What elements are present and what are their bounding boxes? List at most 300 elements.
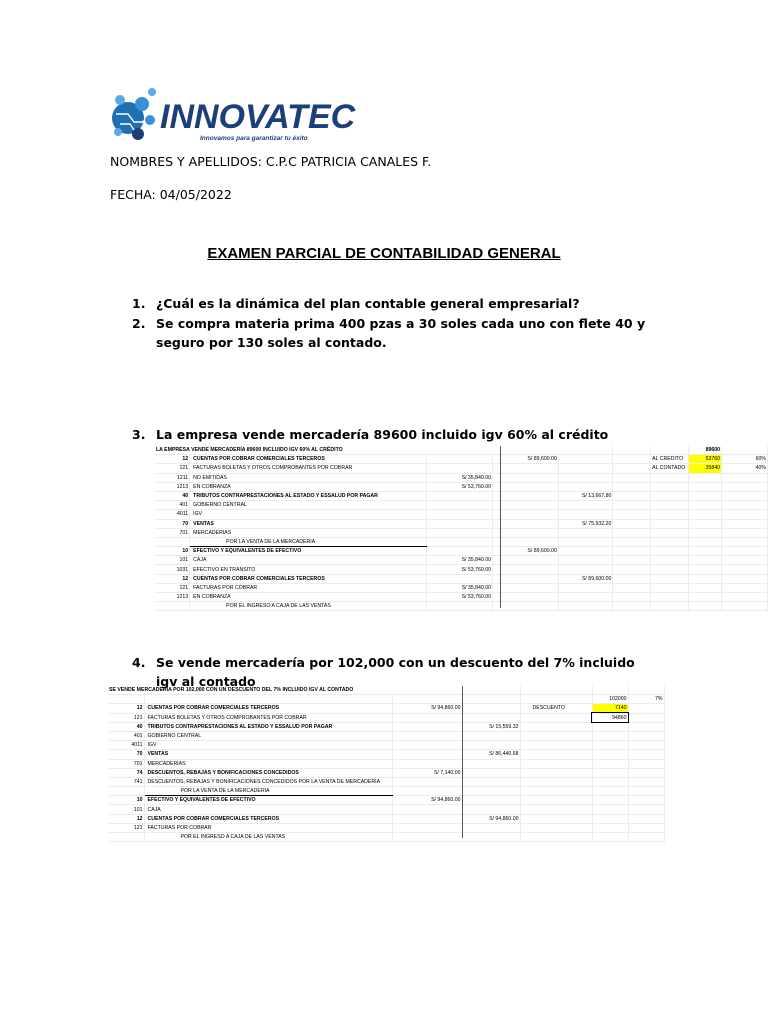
- cell-value: [520, 731, 592, 740]
- cell-value: [462, 787, 520, 796]
- cell-value: 35840: [689, 464, 722, 473]
- cell-value: 40%: [722, 464, 768, 473]
- sheet1-divider: [500, 446, 501, 608]
- cell-value: [613, 510, 651, 519]
- cell-value: [392, 777, 462, 786]
- sheet1-row: [155, 565, 768, 574]
- cell-value: [492, 574, 558, 583]
- cell-value: [520, 787, 592, 796]
- account-name: CAJA: [144, 805, 392, 814]
- sheet2-row: [108, 759, 664, 768]
- logo-tagline-text: Innovamos para garantizar tu éxito: [200, 135, 308, 142]
- empty-cell: [628, 777, 664, 786]
- cell-value: [689, 510, 722, 519]
- cell-value: [613, 491, 651, 500]
- account-name: GOBIERNO CENTRAL: [190, 501, 427, 510]
- question-4: 4. Se vende mercadería por 102,000 con un descuento del 7% incluido igv al contado: [132, 655, 635, 689]
- account-code: 701: [108, 759, 144, 768]
- cell-value: [462, 768, 520, 777]
- cell-value: [592, 814, 628, 823]
- sheet1-total: 89600: [689, 446, 722, 455]
- cell-value: [722, 519, 768, 528]
- cell-value: [558, 547, 613, 556]
- sheet2-row: [108, 833, 664, 842]
- sheet2-divider: [462, 686, 463, 838]
- cell-value: [592, 787, 628, 796]
- sheet1-row: [155, 501, 768, 510]
- sheet2-title: SE VENDE MERCADERÍA POR 102,000 CON UN DESCUENTO DEL 7% INCLUIDO IGV AL CONTADO: [108, 686, 462, 695]
- cell-value: AL CONTADO: [651, 464, 689, 473]
- account-code: 40: [155, 491, 190, 500]
- cell-value: [613, 473, 651, 482]
- cell-value: [722, 473, 768, 482]
- sheet1-title: LA EMPRESA VENDE MERCADERÍA 89600 INCLUIDO IGV 60% AL CRÉDITO: [155, 446, 613, 455]
- cell-value: [651, 501, 689, 510]
- account-name: EFECTIVO Y EQUIVALENTES DE EFECTIVO: [190, 547, 427, 556]
- empty-cell: [628, 768, 664, 777]
- account-code: [108, 833, 144, 842]
- cell-value: [722, 510, 768, 519]
- cell-value: S/ 53,760.00: [427, 593, 493, 602]
- cell-value: [392, 713, 462, 722]
- cell-value: [427, 501, 493, 510]
- cell-value: [520, 833, 592, 842]
- cell-value: S/ 94,860.00: [392, 704, 462, 713]
- logo-brand-text: INNOVATEC: [160, 98, 356, 136]
- cell-value: [520, 713, 592, 722]
- cell-value: [689, 519, 722, 528]
- cell-value: [558, 537, 613, 546]
- cell-value: [613, 464, 651, 473]
- cell-value: [558, 501, 613, 510]
- sheet2-row: [108, 731, 664, 740]
- cell-value: [520, 759, 592, 768]
- cell-value: [592, 741, 628, 750]
- cell-value: [722, 491, 768, 500]
- cell-value: [689, 501, 722, 510]
- ledger-sheet-2: [108, 686, 665, 842]
- sheet2-row: [108, 750, 664, 759]
- cell-value: [689, 565, 722, 574]
- cell-value: [689, 528, 722, 537]
- sheet2-row: [108, 787, 664, 796]
- cell-value: [689, 491, 722, 500]
- cell-value: [492, 501, 558, 510]
- account-code: 1213: [155, 482, 190, 491]
- cell-value: [392, 805, 462, 814]
- cell-value: [651, 556, 689, 565]
- cell-value: [592, 768, 628, 777]
- cell-value: [392, 787, 462, 796]
- question-1: 1. ¿Cuál es la dinámica del plan contable general empresarial?: [132, 296, 580, 311]
- account-code: 10: [155, 547, 190, 556]
- cell-value: [558, 593, 613, 602]
- empty-cell: [628, 796, 664, 805]
- account-code: 70: [108, 750, 144, 759]
- cell-value: S/ 86,440.68: [462, 750, 520, 759]
- cell-value: [613, 574, 651, 583]
- cell-value: [427, 602, 493, 611]
- cell-value: S/ 53,760.00: [427, 482, 493, 491]
- question-2: 2. Se compra materia prima 400 pzas a 30 soles cada uno con flete 40 y seguro por 130 soles al contado.: [132, 316, 646, 350]
- cell-value: [392, 741, 462, 750]
- cell-value: [722, 574, 768, 583]
- account-name: IGV: [144, 741, 392, 750]
- empty-cell: [628, 731, 664, 740]
- cell-value: [613, 528, 651, 537]
- innovatec-logo: [108, 84, 358, 152]
- cell-value: S/ 35,840.00: [427, 583, 493, 592]
- sheet2-base-amount: 102000: [592, 695, 628, 704]
- cell-value: [558, 528, 613, 537]
- cell-value: S/ 13,667.80: [558, 491, 613, 500]
- cell-value: S/ 75,932.20: [558, 519, 613, 528]
- cell-value: [558, 482, 613, 491]
- cell-value: [722, 547, 768, 556]
- sheet2-row: [108, 713, 664, 722]
- cell-value: [689, 602, 722, 611]
- cell-value: [592, 777, 628, 786]
- cell-value: [392, 833, 462, 842]
- cell-value: [492, 473, 558, 482]
- account-name: POR EL INGRESO A CAJA DE LAS VENTAS: [190, 602, 427, 611]
- cell-value: [558, 473, 613, 482]
- cell-value: [651, 574, 689, 583]
- account-code: 12: [108, 704, 144, 713]
- cell-value: [492, 593, 558, 602]
- cell-value: [651, 583, 689, 592]
- account-code: 12: [155, 574, 190, 583]
- account-name: POR LA VENTA DE LA MERCADERIA: [190, 537, 427, 546]
- cell-value: S/ 89,600.00: [492, 547, 558, 556]
- cell-value: [427, 519, 493, 528]
- sheet2-row: [108, 814, 664, 823]
- sheet1-row: [155, 556, 768, 565]
- account-name: MERCADERIAS: [190, 528, 427, 537]
- account-code: 4011: [108, 741, 144, 750]
- cell-value: [689, 583, 722, 592]
- cell-value: S/ 89,600.00: [558, 574, 613, 583]
- cell-value: [722, 593, 768, 602]
- cell-value: [427, 574, 493, 583]
- cell-value: [392, 731, 462, 740]
- cell-value: [689, 574, 722, 583]
- sheet1-row: [155, 510, 768, 519]
- exam-title: EXAMEN PARCIAL DE CONTABILIDAD GENERAL: [207, 245, 561, 262]
- cell-value: [651, 473, 689, 482]
- cell-value: [520, 768, 592, 777]
- sheet1-row: [155, 537, 768, 546]
- cell-value: [492, 491, 558, 500]
- sheet2-row: [108, 704, 664, 713]
- sheet1-row: [155, 574, 768, 583]
- cell-value: [492, 565, 558, 574]
- account-name: EN COBRANZA: [190, 482, 427, 491]
- cell-value: [613, 519, 651, 528]
- empty-cell: [628, 833, 664, 842]
- cell-value: [689, 473, 722, 482]
- account-name: CUENTAS POR COBRAR COMERCIALES TERCEROS: [190, 455, 427, 464]
- cell-value: [722, 482, 768, 491]
- account-name: EFECTIVO EN TRANSITO: [190, 565, 427, 574]
- cell-value: [392, 823, 462, 832]
- empty-cell: [628, 805, 664, 814]
- account-code: 701: [155, 528, 190, 537]
- cell-value: [592, 750, 628, 759]
- cell-value: S/ 53,760.00: [427, 565, 493, 574]
- account-name: IGV: [190, 510, 427, 519]
- cell-value: S/ 35,840.00: [427, 473, 493, 482]
- account-name: POR EL INGRESO A CAJA DE LAS VENTAS: [144, 833, 392, 842]
- cell-value: [558, 464, 613, 473]
- account-name: FACTURAS BOLETAS Y OTROS COMPROBANTES POR COBRAR: [144, 713, 392, 722]
- cell-value: [520, 814, 592, 823]
- cell-value: [520, 750, 592, 759]
- cell-value: [613, 547, 651, 556]
- account-name: CAJA: [190, 556, 427, 565]
- account-code: 1211: [155, 473, 190, 482]
- cell-value: [520, 722, 592, 731]
- cell-value: [689, 482, 722, 491]
- account-name: EFECTIVO Y EQUIVALENTES DE EFECTIVO: [144, 796, 392, 805]
- cell-value: [462, 741, 520, 750]
- cell-value: [651, 537, 689, 546]
- sheet2-row: [108, 722, 664, 731]
- empty-cell: [628, 814, 664, 823]
- account-name: FACTURAS POR COBRAR: [144, 823, 392, 832]
- account-code: 10: [108, 796, 144, 805]
- account-code: [108, 787, 144, 796]
- cell-value: [651, 482, 689, 491]
- sheet1-row: [155, 528, 768, 537]
- account-name: GOBIERNO CENTRAL: [144, 731, 392, 740]
- cell-value: [520, 741, 592, 750]
- sheet1-row: [155, 593, 768, 602]
- cell-value: DESCUENTO: [520, 704, 592, 713]
- account-name: CUENTAS POR COBRAR COMERCIALES TERCEROS: [144, 704, 392, 713]
- account-code: 40: [108, 722, 144, 731]
- cell-value: [592, 805, 628, 814]
- cell-value: S/ 94,860.00: [462, 814, 520, 823]
- cell-value: [462, 823, 520, 832]
- cell-value: [492, 510, 558, 519]
- cell-value: [722, 565, 768, 574]
- cell-value: S/ 94,860.00: [392, 796, 462, 805]
- account-code: 74: [108, 768, 144, 777]
- cell-value: [462, 796, 520, 805]
- cell-value: [613, 501, 651, 510]
- cell-value: [651, 565, 689, 574]
- cell-value: [492, 528, 558, 537]
- account-name: TRIBUTOS CONTRAPRESTACIONES AL ESTADO Y ESSALUD POR PAGAR: [144, 722, 392, 731]
- account-name: FACTURAS BOLETAS Y OTROS COMPROBANTES POR COBRAR: [190, 464, 427, 473]
- cell-value: [592, 796, 628, 805]
- cell-value: [592, 759, 628, 768]
- cell-value: 53760: [689, 455, 722, 464]
- account-name: NO EMITIDAS: [190, 473, 427, 482]
- cell-value: [613, 565, 651, 574]
- account-code: 121: [108, 713, 144, 722]
- cell-value: [558, 565, 613, 574]
- cell-value: [392, 759, 462, 768]
- account-name: VENTAS: [190, 519, 427, 528]
- sheet2-row: [108, 805, 664, 814]
- cell-value: [462, 833, 520, 842]
- cell-value: [427, 455, 493, 464]
- empty-cell: [628, 823, 664, 832]
- cell-value: [592, 833, 628, 842]
- account-code: 1213: [155, 593, 190, 602]
- cell-value: [558, 602, 613, 611]
- account-code: 121: [155, 583, 190, 592]
- cell-value: S/ 7,140.00: [392, 768, 462, 777]
- account-code: 12: [155, 455, 190, 464]
- cell-value: [722, 556, 768, 565]
- account-code: [155, 602, 190, 611]
- cell-value: [392, 814, 462, 823]
- empty-cell: [628, 722, 664, 731]
- cell-value: [492, 537, 558, 546]
- cell-value: [613, 583, 651, 592]
- empty-cell: [628, 759, 664, 768]
- cell-value: [492, 482, 558, 491]
- sheet1-row: [155, 464, 768, 473]
- account-code: 70: [155, 519, 190, 528]
- sheet2-row: [108, 741, 664, 750]
- cell-value: [722, 501, 768, 510]
- cell-value: [492, 556, 558, 565]
- cell-value: [462, 713, 520, 722]
- cell-value: [689, 593, 722, 602]
- cell-value: [492, 583, 558, 592]
- cell-value: [558, 583, 613, 592]
- account-code: 101: [108, 805, 144, 814]
- sheet1-row: [155, 491, 768, 500]
- cell-value: [651, 519, 689, 528]
- sheet1-row: [155, 519, 768, 528]
- account-name: DESCUENTOS, REBAJAS Y BONIFICACIONES CONCEDIDOS: [144, 768, 392, 777]
- sheet1-row: [155, 473, 768, 482]
- cell-value: [392, 722, 462, 731]
- cell-value: [651, 547, 689, 556]
- cell-value: [558, 556, 613, 565]
- sheet1-row: [155, 583, 768, 592]
- account-name: VENTAS: [144, 750, 392, 759]
- cell-value: [592, 731, 628, 740]
- cell-value: [613, 556, 651, 565]
- sheet1-row: [155, 547, 768, 556]
- account-name: POR LA VENTA DE LA MERCADERIA: [144, 787, 392, 796]
- cell-value: [492, 464, 558, 473]
- cell-value: S/ 89,600.00: [492, 455, 558, 464]
- ledger-sheet-1: [155, 446, 768, 611]
- account-name: CUENTAS POR COBRAR COMERCIALES TERCEROS: [190, 574, 427, 583]
- account-code: 121: [108, 823, 144, 832]
- account-code: 401: [108, 731, 144, 740]
- cell-value: [427, 547, 493, 556]
- cell-value: 60%: [722, 455, 768, 464]
- sheet1-row: [155, 602, 768, 611]
- account-code: 101: [155, 556, 190, 565]
- cell-value: [613, 602, 651, 611]
- account-code: [155, 537, 190, 546]
- logo-emblem-icon: [112, 88, 156, 140]
- cell-value: [722, 583, 768, 592]
- cell-value: [462, 805, 520, 814]
- sheet2-row: [108, 777, 664, 786]
- cell-value: [613, 455, 651, 464]
- cell-value: [722, 537, 768, 546]
- question-3: 3. La empresa vende mercadería 89600 incluido igv 60% al crédito: [132, 427, 609, 442]
- account-code: 401: [155, 501, 190, 510]
- cell-value: S/ 15,559.32: [462, 722, 520, 731]
- cell-value: [592, 823, 628, 832]
- cell-value: 94860: [592, 713, 628, 722]
- cell-value: [427, 491, 493, 500]
- account-name: CUENTAS POR COBRAR COMERCIALES TERCEROS: [144, 814, 392, 823]
- cell-value: [427, 510, 493, 519]
- cell-value: [462, 731, 520, 740]
- empty-cell: [628, 787, 664, 796]
- cell-value: [462, 759, 520, 768]
- cell-value: [427, 528, 493, 537]
- cell-value: [558, 510, 613, 519]
- cell-value: [613, 593, 651, 602]
- empty-cell: [628, 704, 664, 713]
- cell-value: [462, 777, 520, 786]
- account-name: EN COBRANZA: [190, 593, 427, 602]
- cell-value: [520, 805, 592, 814]
- cell-value: [689, 537, 722, 546]
- cell-value: [520, 777, 592, 786]
- account-name: FACTURAS POR COBRAR: [190, 583, 427, 592]
- account-code: 1031: [155, 565, 190, 574]
- cell-value: [722, 602, 768, 611]
- cell-value: [651, 528, 689, 537]
- account-name: TRIBUTOS CONTRAPRESTACIONES AL ESTADO Y ESSALUD POR PAGAR: [190, 491, 427, 500]
- cell-value: [462, 704, 520, 713]
- cell-value: [613, 537, 651, 546]
- cell-value: AL CREDITO: [651, 455, 689, 464]
- cell-value: [651, 510, 689, 519]
- cell-value: [558, 455, 613, 464]
- cell-value: 7140: [592, 704, 628, 713]
- account-code: 4011: [155, 510, 190, 519]
- cell-value: [492, 519, 558, 528]
- cell-value: [651, 491, 689, 500]
- account-code: 121: [155, 464, 190, 473]
- sheet2-discount-rate: 7%: [628, 695, 664, 704]
- account-code: 12: [108, 814, 144, 823]
- account-code: 741: [108, 777, 144, 786]
- empty-cell: [628, 713, 664, 722]
- sheet2-row: [108, 796, 664, 805]
- cell-value: [651, 602, 689, 611]
- sheet1-row: [155, 482, 768, 491]
- account-name: MERCADERIAS: [144, 759, 392, 768]
- account-name: DESCUENTOS, REBAJAS Y BONIFICACIONES CONCEDIDOS POR LA VENTA DE MERCADERIA: [144, 777, 392, 786]
- cell-value: [689, 556, 722, 565]
- sheet1-row: [155, 455, 768, 464]
- cell-value: [492, 602, 558, 611]
- cell-value: [613, 482, 651, 491]
- empty-cell: [628, 750, 664, 759]
- cell-value: [427, 537, 493, 546]
- cell-value: S/ 35,840.00: [427, 556, 493, 565]
- cell-value: [520, 823, 592, 832]
- sheet2-row: [108, 823, 664, 832]
- student-name-line: NOMBRES Y APELLIDOS: C.P.C PATRICIA CANALES F.: [110, 154, 432, 169]
